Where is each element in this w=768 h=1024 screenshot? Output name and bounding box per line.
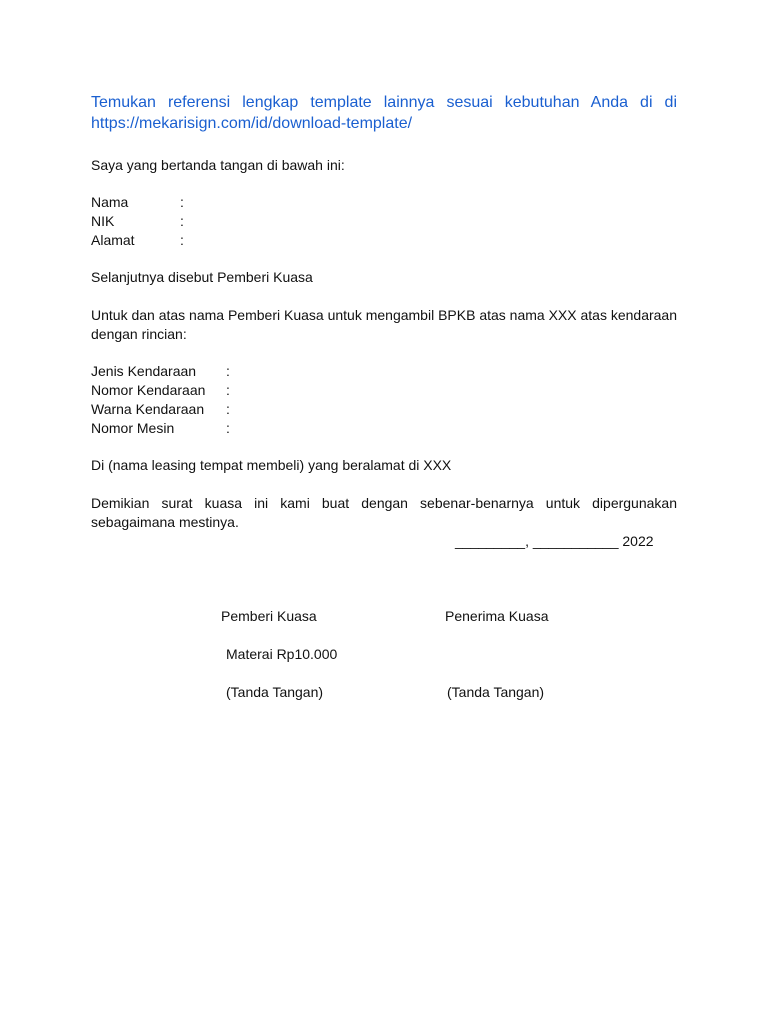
template-reference-link[interactable]	[91, 92, 677, 134]
purpose-paragraph	[91, 306, 677, 344]
purpose-line-2: dengan rincian:	[91, 326, 187, 342]
receiver-signature: (Tanda Tangan)	[447, 684, 545, 700]
field-label-nama: Nama	[91, 194, 129, 210]
purpose-line-1: Untuk dan atas nama Pemberi Kuasa untuk mengambil BPKB atas nama XXX atas kendaraan	[91, 307, 678, 323]
field-label-warna-kendaraan: Warna Kendaraan	[91, 401, 205, 417]
field-label-nik: NIK	[91, 213, 115, 229]
field-colon: :	[226, 363, 230, 379]
giver-title: Pemberi Kuasa	[221, 608, 317, 624]
referred-as-text: Selanjutnya disebut Pemberi Kuasa	[91, 269, 313, 285]
giver-signature: (Tanda Tangan)	[226, 684, 324, 700]
field-label-alamat: Alamat	[91, 232, 135, 248]
field-label-jenis-kendaraan: Jenis Kendaraan	[91, 363, 197, 379]
field-label-nomor-kendaraan: Nomor Kendaraan	[91, 382, 206, 398]
reference-url[interactable]: https://mekarisign.com/id/download-template/	[91, 115, 413, 132]
stamp-duty-label: Materai Rp10.000	[226, 646, 338, 662]
closing-line-2: sebagaimana mestinya.	[91, 514, 239, 530]
date-line: _________, ___________ 2022	[455, 533, 654, 549]
closing-line-1: Demikian surat kuasa ini kami buat dengan sebenar-benarnya untuk dipergunakan	[91, 495, 677, 511]
intro-text: Saya yang bertanda tangan di bawah ini:	[91, 157, 345, 173]
field-colon: :	[226, 382, 230, 398]
field-colon: :	[180, 194, 184, 210]
location-text: Di (nama leasing tempat membeli) yang beralamat di XXX	[91, 457, 452, 473]
field-label-nomor-mesin: Nomor Mesin	[91, 420, 175, 436]
field-colon: :	[180, 213, 184, 229]
receiver-title: Penerima Kuasa	[445, 608, 549, 624]
closing-paragraph	[91, 494, 677, 532]
field-colon: :	[226, 401, 230, 417]
field-colon: :	[226, 420, 230, 436]
field-colon: :	[180, 232, 184, 248]
reference-text: Temukan referensi lengkap template lainnya sesuai kebutuhan Anda di di	[91, 94, 677, 111]
